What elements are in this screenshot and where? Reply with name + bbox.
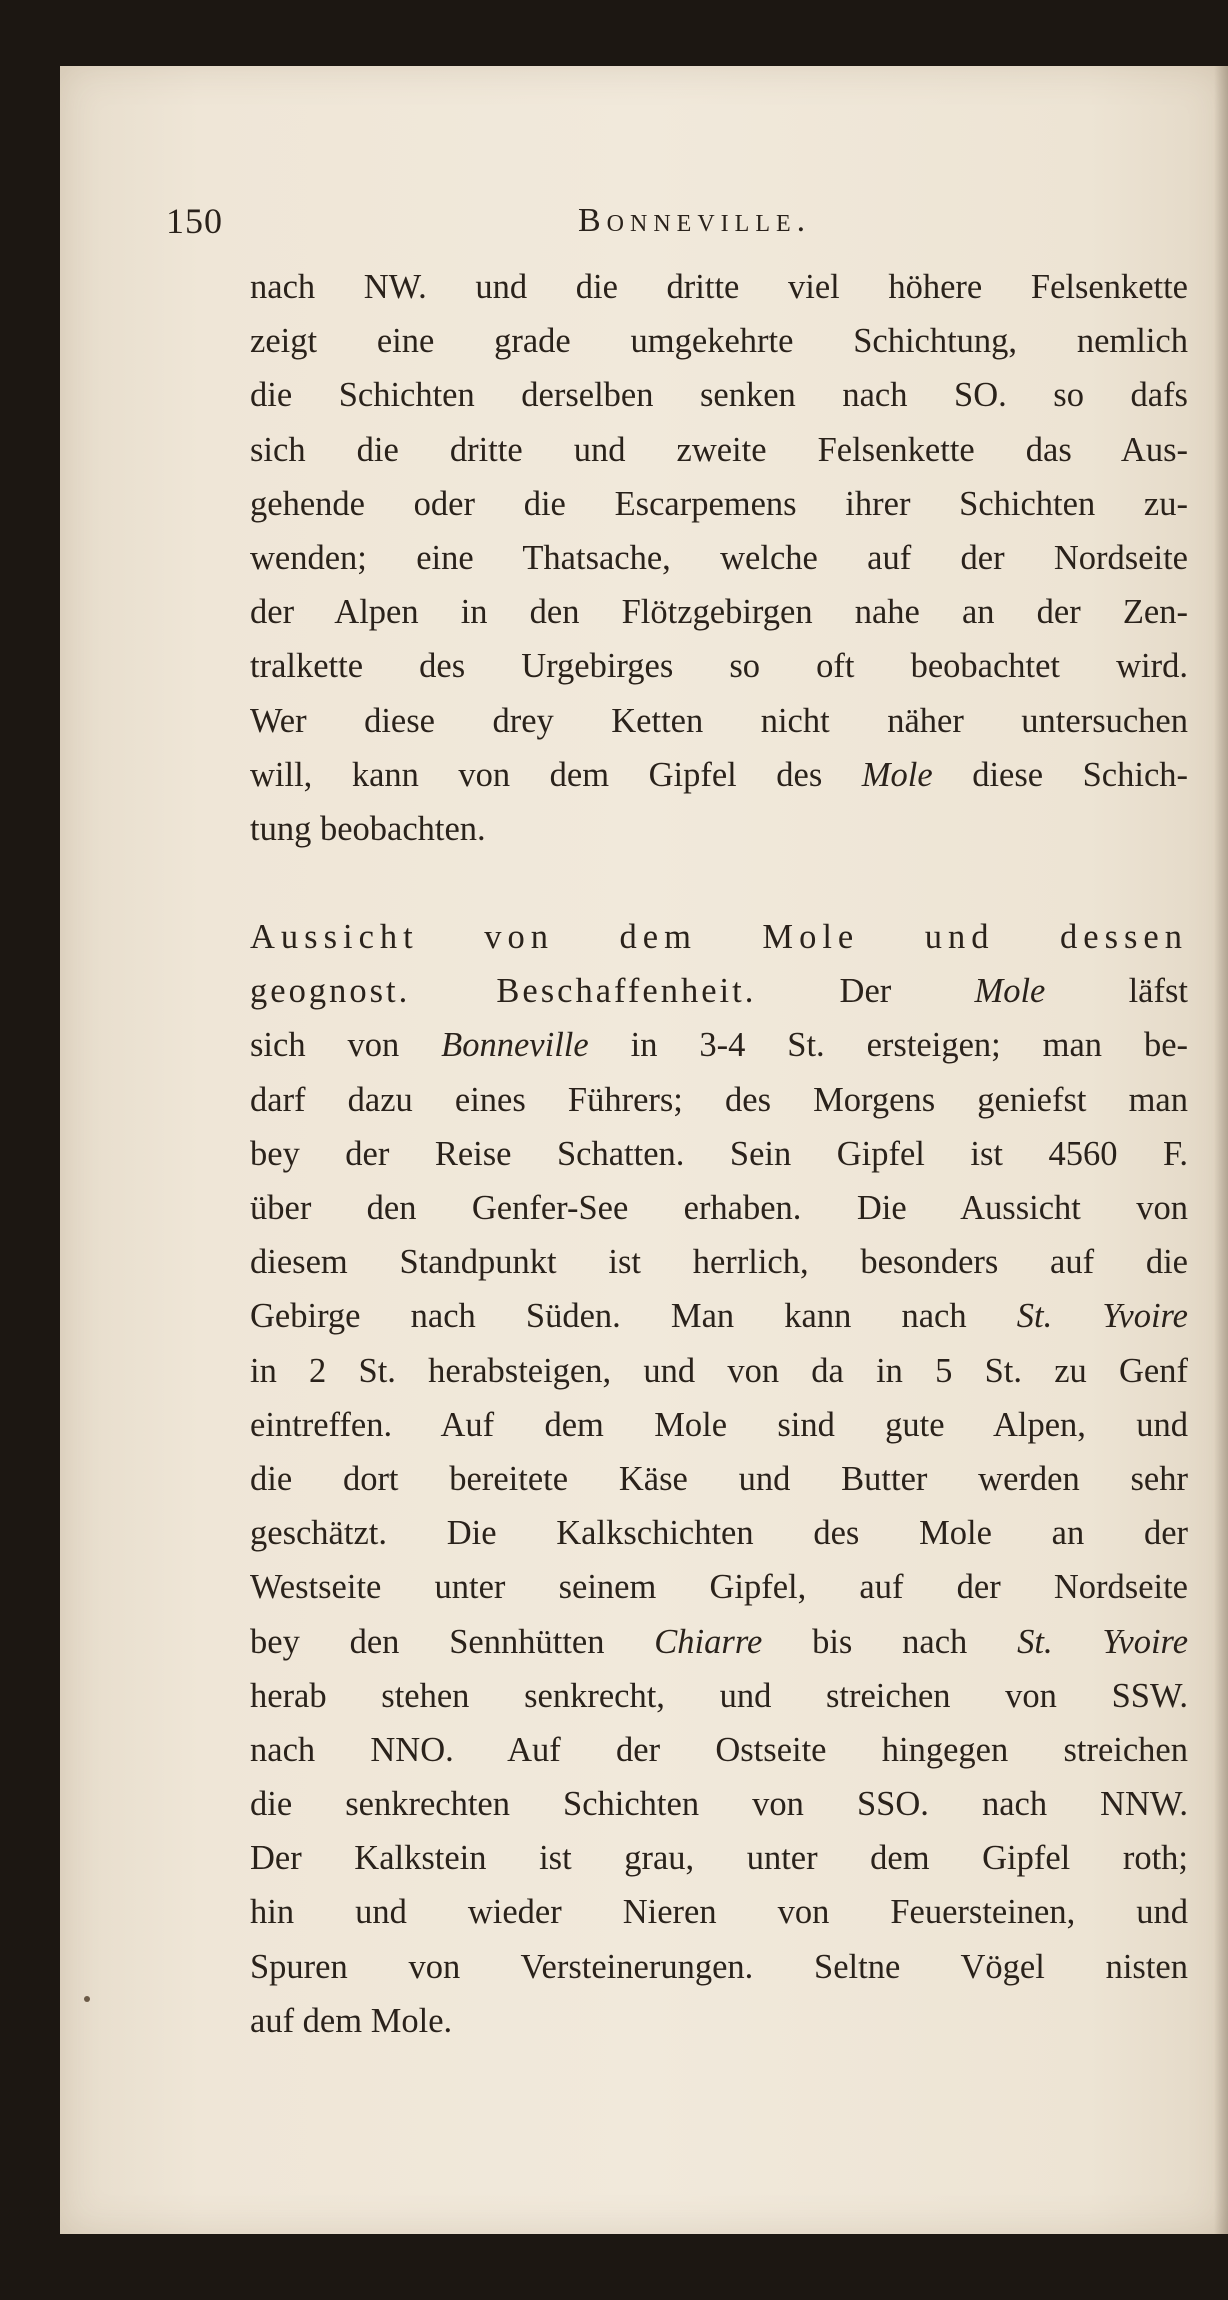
- italic-term: Chiarre: [654, 1622, 763, 1661]
- running-head: [166, 200, 1066, 250]
- text-segment: will, kann von dem Gipfel des: [250, 755, 823, 794]
- page-number: 150: [166, 201, 223, 241]
- text-line: tralkette des Urgebirges so oft beobachtet wird.: [250, 647, 1188, 686]
- text-line: [250, 1018, 1188, 1072]
- text-line: sich die dritte und zweite Felsenkette das Aus-: [250, 430, 1188, 469]
- text-segment: bey den Sennhütten: [250, 1622, 605, 1661]
- italic-term: St. Yvoire: [1017, 1622, 1189, 1661]
- text-line: auf dem Mole.: [250, 2001, 453, 2040]
- text-line: in 2 St. herabsteigen, und von da in 5 St. zu Genf: [250, 1351, 1188, 1390]
- text-segment: läfst: [1128, 972, 1188, 1011]
- text-line: eintreffen. Auf dem Mole sind gute Alpen, und: [250, 1405, 1188, 1444]
- text-line: [250, 748, 1188, 802]
- text-line: [250, 964, 1188, 1018]
- text-line: bey der Reise Schatten. Sein Gipfel ist 4560 F.: [250, 1134, 1188, 1173]
- text-line: wenden; eine Thatsache, welche auf der Nordseite: [250, 538, 1188, 577]
- text-line: über den Genfer-See erhaben. Die Aussicht von: [250, 1189, 1188, 1227]
- text-line: die Schichten derselben senken nach SO. so dafs: [250, 376, 1188, 415]
- paragraph-gap: [250, 856, 1188, 910]
- text-line: hin und wieder Nieren von Feuersteinen, und: [250, 1893, 1188, 1932]
- paper-spot: [84, 1996, 90, 2002]
- text-line: zeigt eine grade umgekehrte Schichtung, nemlich: [250, 322, 1188, 361]
- text-line: tung beobachten.: [250, 809, 486, 848]
- body-text: [250, 260, 1188, 2048]
- italic-term: St. Yvoire: [1016, 1297, 1188, 1336]
- text-line: nach NW. und die dritte viel höhere Felsenkette: [250, 268, 1188, 306]
- text-line: die senkrechten Schichten von SSO. nach NNW.: [250, 1785, 1188, 1824]
- text-line: nach NNO. Auf der Ostseite hingegen streichen: [250, 1730, 1188, 1769]
- text-line: der Alpen in den Flötzgebirgen nahe an der Zen-: [250, 593, 1188, 632]
- page-edge-shadow: [1214, 66, 1228, 2234]
- text-line: [250, 1289, 1188, 1343]
- italic-term: Mole: [861, 755, 933, 794]
- text-line: Wer diese drey Ketten nicht näher untersuchen: [250, 701, 1188, 740]
- text-segment: diese Schich-: [972, 755, 1188, 794]
- text-segment: bis nach: [812, 1622, 968, 1661]
- text-segment: Gebirge nach Süden. Man kann nach: [250, 1297, 967, 1336]
- text-line: Spuren von Versteinerungen. Seltne Vögel nisten: [250, 1947, 1188, 1986]
- text-line: [250, 1615, 1188, 1669]
- text-line: geschätzt. Die Kalkschichten des Mole an der: [250, 1514, 1188, 1553]
- text-line: diesem Standpunkt ist herrlich, besonders auf die: [250, 1243, 1188, 1282]
- text-line: herab stehen senkrecht, und streichen von SSW.: [250, 1676, 1188, 1715]
- italic-term: Mole: [974, 972, 1046, 1011]
- section-heading-continuation: geognost. Beschaffenheit.: [250, 972, 757, 1011]
- paragraph-1: [250, 260, 1188, 856]
- text-line: die dort bereitete Käse und Butter werden sehr: [250, 1459, 1188, 1498]
- paragraph-2: [250, 910, 1188, 2048]
- text-line: Westseite unter seinem Gipfel, auf der Nordseite: [250, 1568, 1188, 1607]
- text-segment: Der: [839, 972, 892, 1011]
- italic-term: Bonneville: [441, 1026, 589, 1065]
- text-segment: sich von: [250, 1026, 400, 1065]
- text-line: Der Kalkstein ist grau, unter dem Gipfel roth;: [250, 1839, 1188, 1878]
- section-heading: Aussicht von dem Mole und dessen: [250, 918, 1188, 957]
- text-segment: in 3-4 St. ersteigen; man be-: [630, 1026, 1189, 1065]
- text-line: gehende oder die Escarpemens ihrer Schichten zu-: [250, 484, 1188, 523]
- text-line: darf dazu eines Führers; des Morgens geniefst man: [250, 1080, 1188, 1119]
- running-title: Bonneville.: [578, 202, 812, 239]
